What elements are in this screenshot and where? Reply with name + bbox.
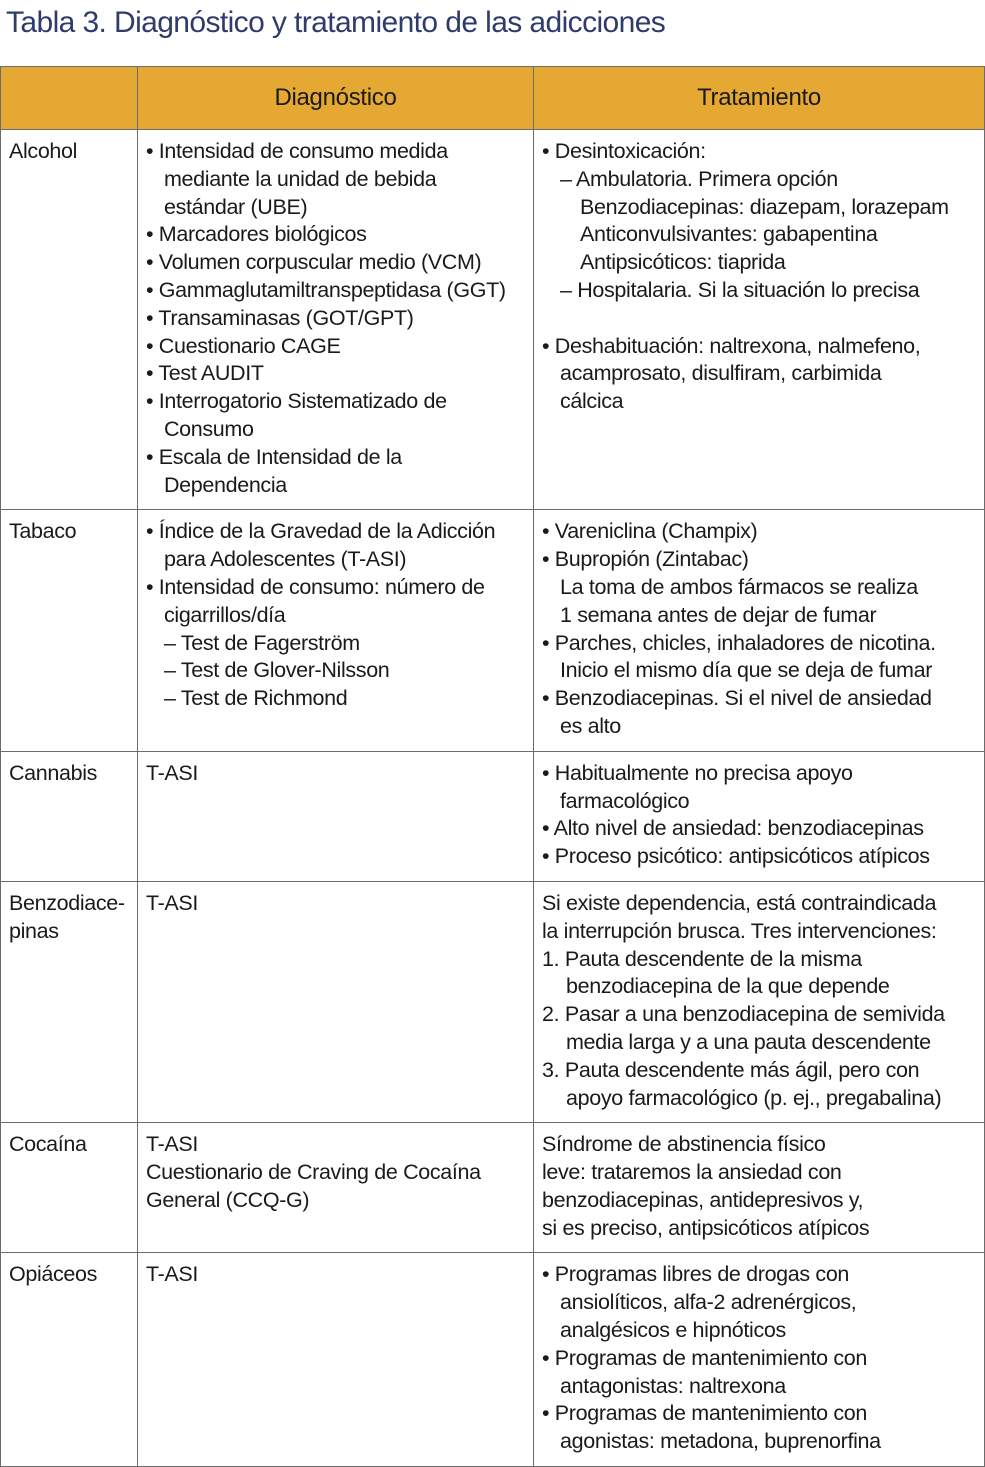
treatment-item: leve: trataremos la ansiedad con xyxy=(542,1160,842,1185)
treatment-item: la interrupción brusca. Tres intervenciones: xyxy=(542,918,937,943)
treatment-item: • Deshabituación: naltrexona, nalmefeno, xyxy=(542,333,921,358)
substance-cell xyxy=(1,751,138,881)
substance-cell xyxy=(1,510,138,751)
diagnosis-item: • Intensidad de consumo medida xyxy=(146,139,448,163)
treatment-item: • Vareniclina (Champix) xyxy=(542,519,758,544)
substance-cell xyxy=(1,1253,138,1467)
diagnosis-item: mediante la unidad de bebida xyxy=(164,166,437,191)
treatment-item: 2. Pasar a una benzodiacepina de semivida xyxy=(542,1002,945,1027)
treatment-item: • Programas de mantenimiento con xyxy=(542,1345,867,1370)
substance-cell xyxy=(1,130,138,510)
treatment-item: – Hospitalaria. Si la situación lo precisa xyxy=(560,277,920,302)
diagnosis-cell xyxy=(138,130,534,510)
treatment-item: si es preciso, antipsicóticos atípicos xyxy=(542,1215,870,1240)
treatment-item: 3. Pauta descendente más ágil, pero con xyxy=(542,1057,920,1082)
treatment-item: cálcica xyxy=(560,389,624,414)
diagnosis-item: – Test de Fagerström xyxy=(164,630,360,655)
treatment-item: benzodiacepina de la que depende xyxy=(566,974,890,999)
treatment-item: Anticonvulsivantes: gabapentina xyxy=(580,222,878,247)
diagnosis-cell xyxy=(138,510,534,751)
diagnosis-item: T-ASI xyxy=(146,890,199,915)
treatment-cell xyxy=(534,510,985,751)
treatment-item: antagonistas: naltrexona xyxy=(560,1373,786,1398)
treatment-item: ansiolíticos, alfa-2 adrenérgicos, xyxy=(560,1290,857,1315)
diagnosis-item: cigarrillos/día xyxy=(164,602,286,627)
addiction-table xyxy=(0,66,985,1467)
diagnosis-cell xyxy=(138,881,534,1122)
treatment-item: • Proceso psicótico: antipsicóticos atípicos xyxy=(542,844,930,869)
diagnosis-item: estándar (UBE) xyxy=(164,194,308,219)
diagnosis-item: – Test de Glover-Nilsson xyxy=(164,658,390,683)
table-row xyxy=(1,130,985,510)
treatment-item: Antipsicóticos: tiaprida xyxy=(580,250,786,275)
diagnosis-item: • Volumen corpuscular medio (VCM) xyxy=(146,250,482,275)
diagnosis-item: • Escala de Intensidad de la xyxy=(146,444,402,469)
substance-cell xyxy=(1,881,138,1122)
diagnosis-item: General (CCQ-G) xyxy=(146,1187,310,1212)
treatment-cell xyxy=(534,881,985,1122)
substance-label: Tabaco xyxy=(9,519,77,544)
diagnosis-item: T-ASI xyxy=(146,760,199,785)
substance-label: Cannabis xyxy=(9,760,98,785)
treatment-item: • Habitualmente no precisa apoyo xyxy=(542,760,853,785)
diagnosis-item: • Cuestionario CAGE xyxy=(146,333,341,358)
diagnosis-item: • Gammaglutamiltranspeptidasa (GGT) xyxy=(146,277,506,302)
substance-label: Opiáceos xyxy=(9,1262,98,1287)
header-substance xyxy=(1,67,138,130)
table-row xyxy=(1,510,985,751)
treatment-item: agonistas: metadona, buprenorfina xyxy=(560,1429,881,1454)
treatment-item: apoyo farmacológico (p. ej., pregabalina) xyxy=(566,1085,942,1110)
diagnosis-cell xyxy=(138,1253,534,1467)
treatment-item: 1 semana antes de dejar de fumar xyxy=(560,602,877,627)
treatment-item: • Parches, chicles, inhaladores de nicotina. xyxy=(542,630,936,655)
substance-label: Benzodiace- xyxy=(9,890,125,915)
diagnosis-item: • Índice de la Gravedad de la Adicción xyxy=(146,519,496,544)
substance-label: Alcohol xyxy=(9,139,78,163)
treatment-item: Benzodiacepinas: diazepam, lorazepam xyxy=(580,194,949,219)
treatment-item: analgésicos e hipnóticos xyxy=(560,1318,786,1343)
header-tratamiento: Tratamiento xyxy=(534,67,985,130)
table-row xyxy=(1,1253,985,1467)
diagnosis-cell xyxy=(138,1123,534,1253)
table-row xyxy=(1,881,985,1122)
treatment-cell xyxy=(534,1253,985,1467)
treatment-item: Si existe dependencia, está contraindicada xyxy=(542,890,937,915)
diagnosis-item: • Marcadores biológicos xyxy=(146,222,367,247)
diagnosis-item: T-ASI xyxy=(146,1132,199,1157)
diagnosis-item: – Test de Richmond xyxy=(164,686,348,711)
diagnosis-item: Dependencia xyxy=(164,472,287,497)
treatment-cell xyxy=(534,130,985,510)
table-header-row xyxy=(1,67,985,130)
treatment-item: benzodiacepinas, antidepresivos y, xyxy=(542,1187,864,1212)
diagnosis-item: • Intensidad de consumo: número de xyxy=(146,574,485,599)
treatment-item: media larga y a una pauta descendente xyxy=(566,1029,931,1054)
treatment-item: Inicio el mismo día que se deja de fumar xyxy=(560,658,933,683)
treatment-item: Síndrome de abstinencia físico xyxy=(542,1132,826,1157)
diagnosis-item: • Test AUDIT xyxy=(146,361,264,386)
substance-cell xyxy=(1,1123,138,1253)
diagnosis-item: • Transaminasas (GOT/GPT) xyxy=(146,305,414,330)
table-row xyxy=(1,751,985,881)
diagnosis-item: Consumo xyxy=(164,416,254,441)
table-title: Tabla 3. Diagnóstico y tratamiento de las adicciones xyxy=(6,6,666,39)
treatment-cell xyxy=(534,1123,985,1253)
treatment-item: 1. Pauta descendente de la misma xyxy=(542,946,862,971)
treatment-cell xyxy=(534,751,985,881)
treatment-item: • Programas de mantenimiento con xyxy=(542,1401,867,1426)
treatment-item: acamprosato, disulfiram, carbimida xyxy=(560,361,882,386)
substance-label: pinas xyxy=(9,918,59,943)
diagnosis-item: Cuestionario de Craving de Cocaína xyxy=(146,1160,481,1185)
treatment-item: • Alto nivel de ansiedad: benzodiacepinas xyxy=(542,816,924,841)
treatment-item: • Desintoxicación: xyxy=(542,139,706,163)
treatment-item: • Benzodiacepinas. Si el nivel de ansiedad xyxy=(542,686,932,711)
spacer xyxy=(542,305,978,333)
diagnosis-item: • Interrogatorio Sistematizado de xyxy=(146,389,447,414)
diagnosis-item: T-ASI xyxy=(146,1262,199,1287)
treatment-item: es alto xyxy=(560,713,621,738)
treatment-item: La toma de ambos fármacos se realiza xyxy=(560,574,918,599)
treatment-item: farmacológico xyxy=(560,788,690,813)
table-row xyxy=(1,1123,985,1253)
substance-label: Cocaína xyxy=(9,1132,87,1157)
diagnosis-item: para Adolescentes (T-ASI) xyxy=(164,547,407,572)
diagnosis-cell xyxy=(138,751,534,881)
treatment-item: – Ambulatoria. Primera opción xyxy=(560,166,838,191)
header-diagnostico: Diagnóstico xyxy=(138,67,534,130)
treatment-item: • Programas libres de drogas con xyxy=(542,1262,850,1287)
treatment-item: • Bupropión (Zintabac) xyxy=(542,547,749,572)
